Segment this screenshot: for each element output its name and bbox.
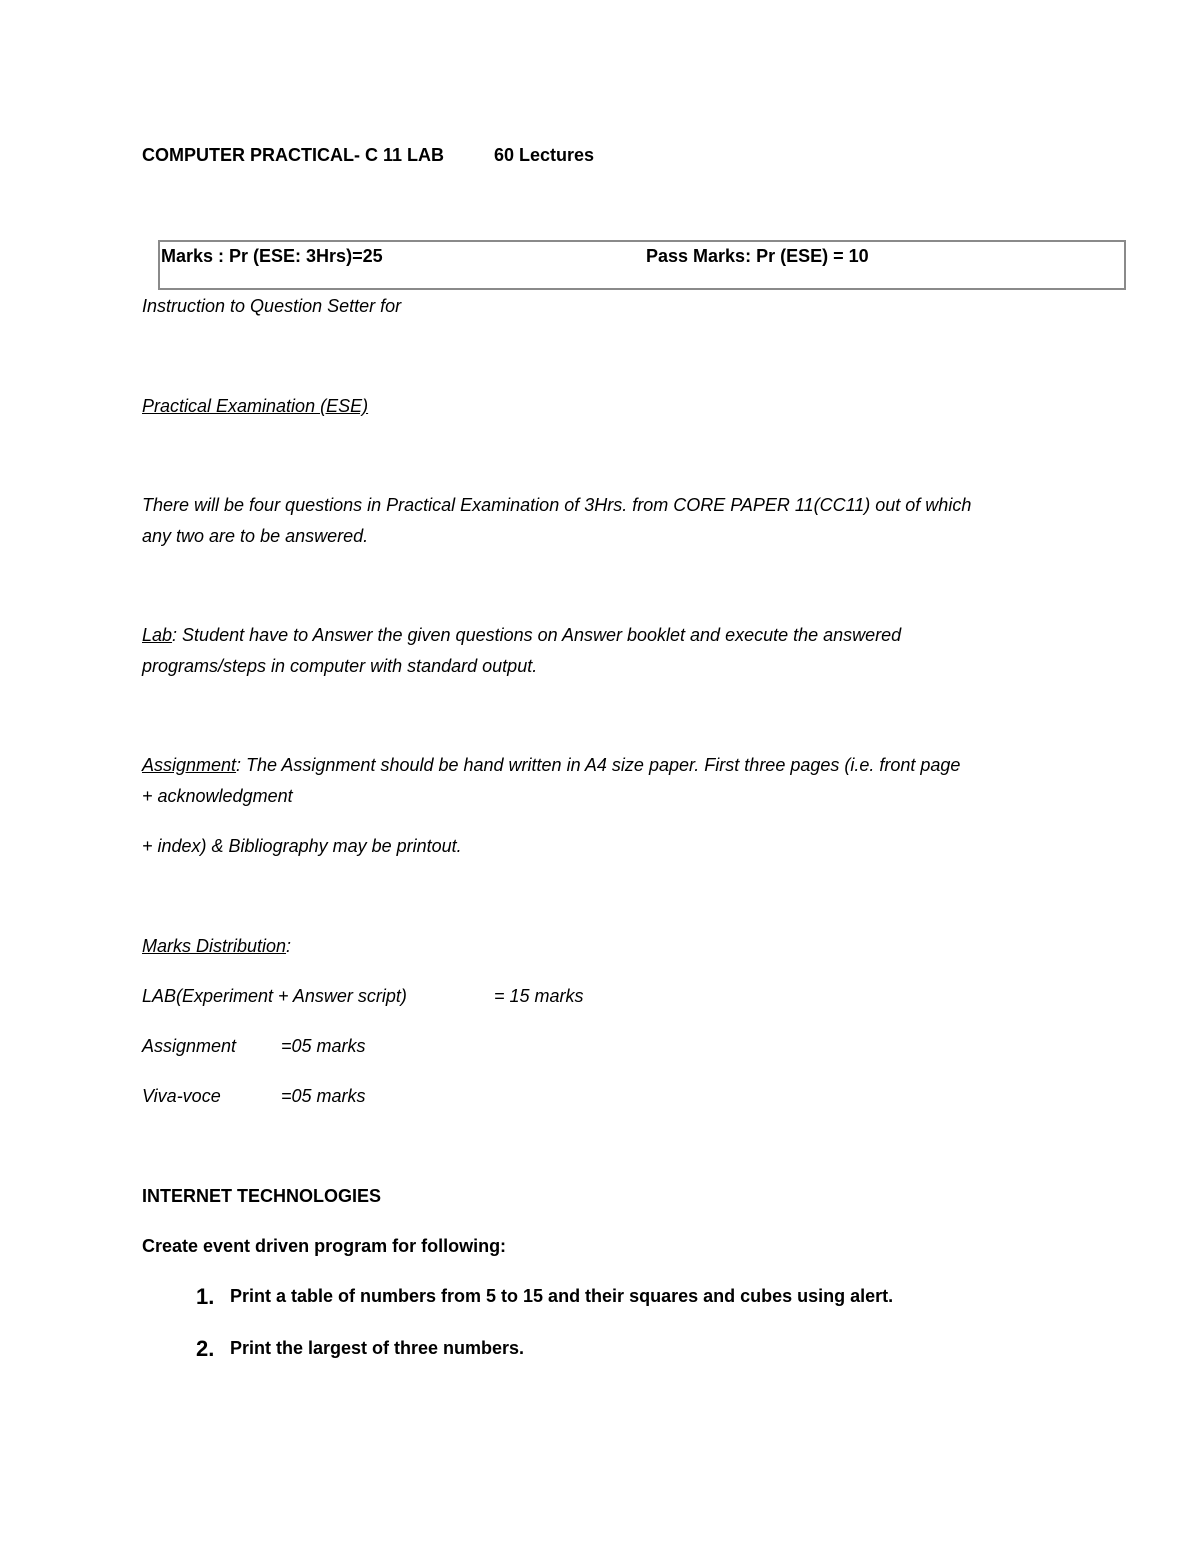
marks-row-value: = 15 marks <box>494 986 584 1006</box>
marks-distribution-heading <box>142 936 291 957</box>
marks-row-label: Assignment <box>142 1036 237 1056</box>
internet-intro: Create event driven program for following: <box>142 1236 507 1256</box>
exam-text-line2: any two are to be answered. <box>142 526 369 546</box>
pass-marks-text: Pass Marks: Pr (ESE) = 10 <box>646 246 869 266</box>
list-item: Print the largest of three numbers. <box>230 1338 525 1358</box>
assignment-label: Assignment <box>142 755 237 775</box>
marks-row-label: Viva-voce <box>142 1086 221 1106</box>
lectures-count: 60 Lectures <box>494 145 595 165</box>
lab-text: : Student have to Answer the given questions on Answer booklet and execute the answered <box>172 625 902 645</box>
marks-text: Marks : Pr (ESE: 3Hrs)=25 <box>161 246 383 266</box>
marks-row-value: =05 marks <box>281 1086 366 1106</box>
exam-text-line1: There will be four questions in Practical Examination of 3Hrs. from CORE PAPER 11(CC11) out of which <box>142 495 972 515</box>
practical-heading: Practical Examination (ESE) <box>142 396 369 416</box>
lab-paragraph-line2: programs/steps in computer with standard output. <box>142 656 538 676</box>
list-item: Print a table of numbers from 5 to 15 and their squares and cubes using alert. <box>230 1286 894 1306</box>
list-item-number: 1. <box>196 1284 215 1309</box>
marks-distribution-label: Marks Distribution <box>142 936 287 956</box>
assignment-paragraph-line3: + index) & Bibliography may be printout. <box>142 836 462 856</box>
instruction-text: Instruction to Question Setter for <box>142 296 402 316</box>
assignment-paragraph-line2: + acknowledgment <box>142 786 293 806</box>
course-title: COMPUTER PRACTICAL- C 11 LAB <box>142 145 445 165</box>
list-item-number: 2. <box>196 1336 215 1361</box>
marks-row-label: LAB(Experiment + Answer script) <box>142 986 407 1006</box>
assignment-text: : The Assignment should be hand written in A4 size paper. First three pages (i.e. front page <box>236 755 961 775</box>
marks-row-value: =05 marks <box>281 1036 366 1056</box>
internet-heading: INTERNET TECHNOLOGIES <box>142 1186 382 1206</box>
lab-paragraph-line1 <box>142 625 901 646</box>
marks-distribution-colon: : <box>286 936 292 956</box>
lab-label: Lab <box>142 625 173 645</box>
assignment-paragraph-line1 <box>142 755 960 776</box>
